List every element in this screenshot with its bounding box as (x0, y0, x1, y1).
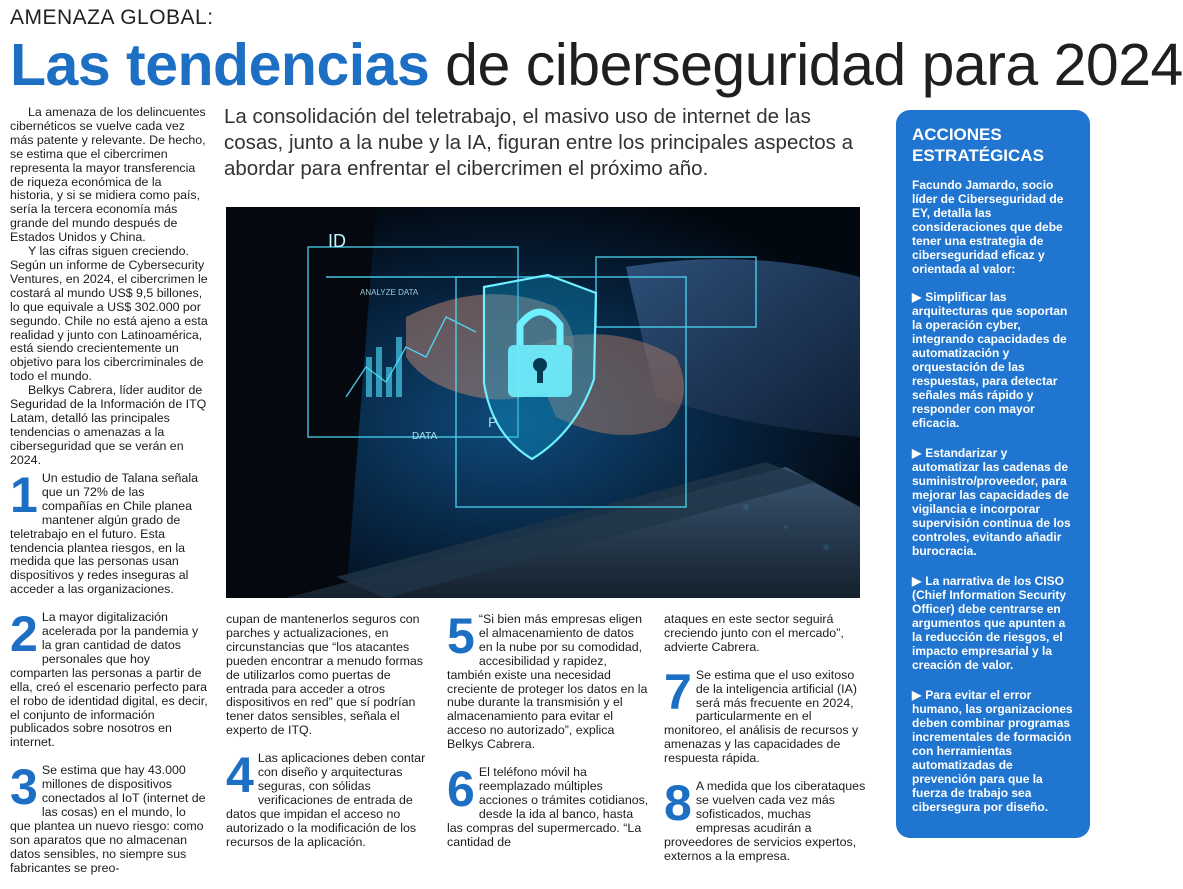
item-text: El teléfono móvil ha reemplazado múltiples acciones o trámites cotidianos, desde la ida al banco, hasta las compras del supermercado. “La cantidad de (447, 765, 649, 849)
play-arrow-icon: ▶ (912, 688, 922, 702)
acciones-sidebar (896, 110, 1090, 838)
deck: La consolidación del teletrabajo, el masivo uso de internet de las cosas, junto a la nube y la IA, figuran entre los principales aspectos a abordar para enfrentar el cibercrimen el próximo año. (224, 105, 854, 180)
sidebar-item-text: La narrativa de los CISO (Chief Information Security Officer) debe centrarse en argumentos que apunten a la reducción de riesgos, el impacto empresarial y la creación de valor. (912, 574, 1067, 672)
sidebar-item-text: Estandarizar y automatizar las cadenas de suministro/proveedor, para mejorar las capacidades de vigilancia e incorporar supervisión continua de los controles, evitando añadir burocracia. (912, 446, 1071, 558)
item-text: A medida que los ciberataques se vuelven cada vez más sofisticados, muchas empresas acudirán a proveedores de servicios expertos, externos a la empresa. (664, 779, 866, 863)
item-text: Se estima que hay 43.000 millones de dispositivos conectados al IoT (internet de las cosas) en el mundo, lo que plantea un nuevo riesgo: como son aparatos que no almacenan datos sensibles, no siempre sus fabricantes se preo- (10, 763, 206, 875)
intro-paragraph: Y las cifras siguen creciendo. Según un informe de Cybersecurity Ventures, en 2024, el cibercrimen le costará al mundo US$ 9,5 billones, lo que equivale a US$ 302.000 por segundo. Chile no está ajeno a esta realidad y junto con Latinoamérica, está siendo crecientemente un objetivo para los cibercriminales de todo el mundo. (10, 244, 208, 384)
trend-item-6-continued (664, 613, 866, 655)
hud-label-data: DATA (412, 431, 438, 442)
play-arrow-icon: ▶ (912, 446, 922, 460)
item-text: Se estima que el uso exitoso de la inteligencia artificial (IA) será más frecuente en 2024, particularmente en el monitoreo, el análisis de recursos y amenazas y las capacidades de respuesta rápida. (664, 667, 859, 766)
headline (10, 30, 1183, 100)
hud-label-analyze: ANALYZE DATA (360, 288, 419, 297)
play-arrow-icon: ▶ (912, 290, 922, 304)
sidebar-item (912, 688, 1074, 814)
item-number: 7 (664, 663, 692, 720)
trend-item-1 (10, 467, 208, 597)
item-number: 6 (447, 761, 475, 818)
intro-paragraph: La amenaza de los delincuentes cibernéticos se vuelve cada vez más patente y relevante. De hecho, se estima que el cibercrimen representa la mayor transferencia de riqueza económica de la historia, y si se midiera como país, sería la tercera economía más grande del mundo después de Estados Unidos y China. (10, 105, 206, 245)
trend-item-4 (226, 747, 428, 849)
laptop-padlock-illustration (226, 207, 860, 598)
sidebar-item (912, 574, 1074, 672)
headline-rest: de ciberseguridad para 2024 (429, 32, 1183, 98)
hud-label-id: ID (328, 231, 346, 251)
item-number: 4 (226, 747, 254, 804)
items-column-d (664, 613, 866, 878)
sidebar-item-text: Simplificar las arquitecturas que soportan la operación cyber, integrando capacidades de automatización y orquestación de las respuestas, para detectar señales más rápido y responder con mayor eficacia. (912, 290, 1068, 430)
intro-paragraph: Belkys Cabrera, líder auditor de Seguridad de la Información de ITQ Latam, detalló las principales tendencias o amenazas a la ciberseguridad que se verán en 2024. (10, 383, 207, 467)
hud-label-p: P (488, 414, 498, 430)
item-number: 1 (10, 467, 38, 523)
trend-item-7 (664, 663, 866, 766)
item-number: 2 (10, 606, 38, 663)
item-text: La mayor digitalización acelerada por la pandemia y la gran cantidad de datos personales que hoy comparten las personas a partir de ella, creó el escenario perfecto para el robo de identidad digital, es decir, el conjunto de información publicados sobre nosotros en internet. (10, 610, 208, 750)
item-number: 5 (447, 608, 475, 664)
headline-strong: Las tendencias (10, 32, 430, 98)
trend-item-6 (447, 761, 649, 849)
items-column-left (10, 467, 208, 889)
trend-item-3 (10, 759, 208, 875)
item-text: ataques en este sector seguirá creciendo junto con el mercado”, advierte Cabrera. (664, 612, 844, 654)
item-number: 3 (10, 759, 38, 816)
sidebar-item (912, 290, 1074, 430)
items-column-c (447, 608, 649, 864)
intro-column (10, 106, 208, 468)
sidebar-item-text: Para evitar el error humano, las organizaciones deben combinar programas incrementales de formación con herramientas automatizadas de prevención para que la fuerza de trabajo sea cibersegura por diseño. (912, 688, 1073, 814)
item-number: 8 (664, 775, 692, 832)
sidebar-intro: Facundo Jamardo, socio líder de Ciberseguridad de EY, detalla las consideraciones que debe tener una estrategia de ciberseguridad eficaz y orientada al valor: (912, 178, 1064, 276)
item-text: “Si bien más empresas eligen el almacenamiento de datos en la nube por su comodidad, accesibilidad y rapidez, también existe una necesidad creciente de proteger los datos en la nube durante la transmisión y el almacenamiento para evitar el acceso no autorizado”, explica Belkys Cabrera. (447, 612, 648, 752)
trend-item-2 (10, 606, 208, 750)
item-text: Las aplicaciones deben contar con diseño y arquitecturas seguras, con sólidas verificaciones de entrada de datos que impidan el acceso no autorizado o la modificación de los recursos de la aplicación. (226, 751, 426, 849)
trend-item-3-continued (226, 613, 428, 738)
item-text: cupan de mantenerlos seguros con parches y actualizaciones, en circunstancias que “los atacantes pueden encontrar a menudo formas de utilizarlos como puertas de entrada para acceder a otros dispositivos en red” que sí podrían tener datos sensibles, señala el experto de ITQ. (226, 612, 423, 738)
kicker: AMENAZA GLOBAL: (10, 6, 214, 29)
item-text: Un estudio de Talana señala que un 72% de las compañías en Chile planea mantener algún grado de teletrabajo en el futuro. Esta tendencia plantea riesgos, en la medida que las personas usan dispositivos y redes inseguras al acceder a las organizaciones. (10, 471, 198, 597)
cybersecurity-photo (226, 207, 860, 598)
trend-item-8 (664, 775, 866, 863)
sidebar-title: ACCIONES ESTRATÉGICAS (912, 125, 1044, 165)
play-arrow-icon: ▶ (912, 574, 922, 588)
sidebar-item (912, 446, 1074, 558)
trend-item-5 (447, 608, 649, 752)
items-column-b (226, 613, 428, 864)
